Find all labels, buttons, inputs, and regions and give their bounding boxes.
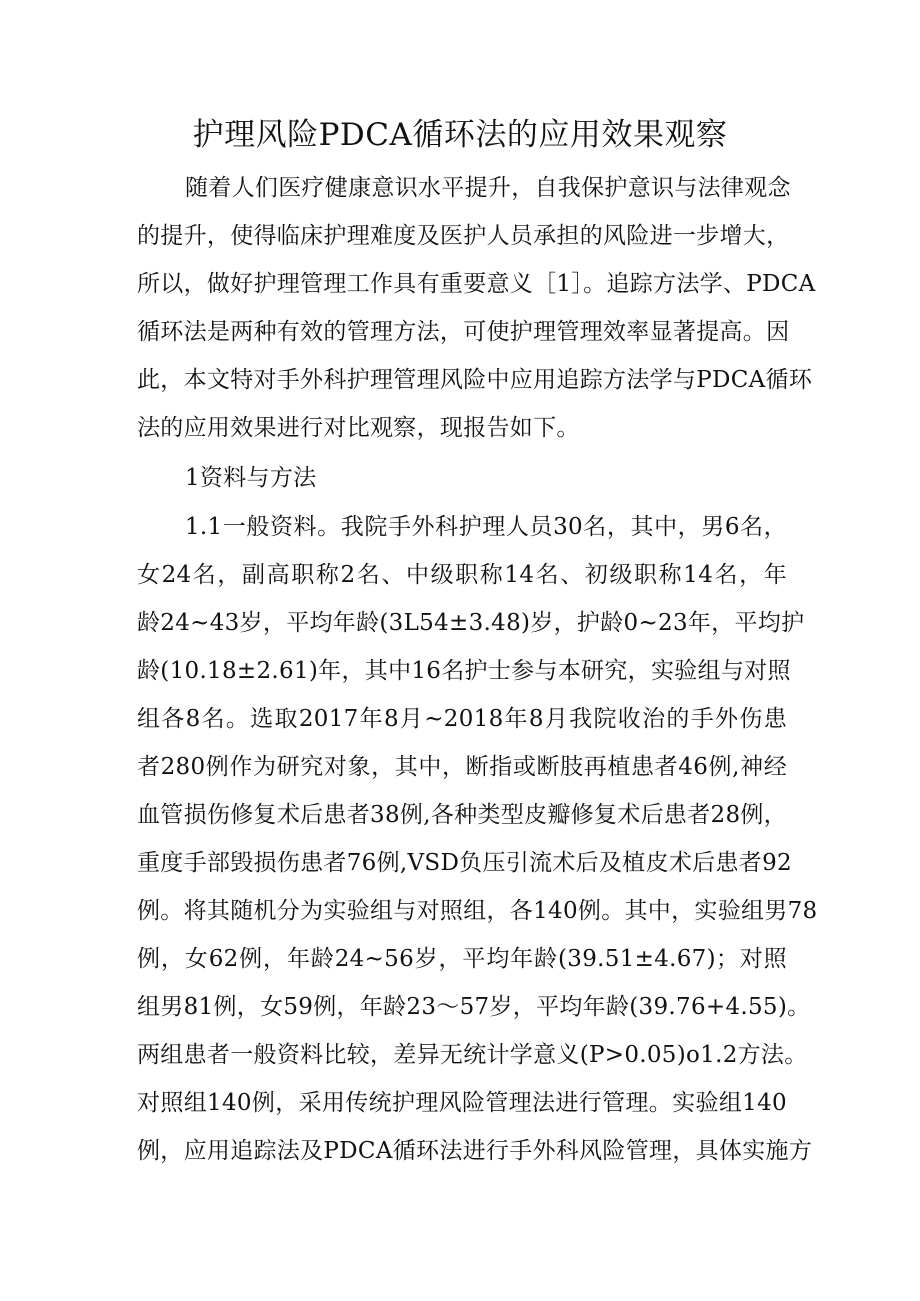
paragraph-line: 重度手部毁损伤患者76例,VSD负压引流术后及植皮术后患者92 [137,850,792,876]
paragraph-line: 者280例作为研究对象，其中，断指或断肢再植患者46例,神经 [137,754,787,780]
paragraph-line: 例，应用追踪法及PDCA循环法进行手外科风险管理，具体实施方 [137,1138,813,1164]
document-title: 护理风险PDCA循环法的应用效果观察 [192,117,728,153]
paragraph-line: 组各8名。选取2017年8月~2018年8月我院收治的手外伤患 [137,706,787,732]
paragraph-line: 龄24~43岁，平均年龄(3L54±3.48)岁，护龄0~23年，平均护 [137,610,805,636]
paragraph-line: 例。将其随机分为实验组与对照组，各140例。其中，实验组男78 [137,898,818,924]
section-heading: 1资料与方法 [185,465,317,491]
paragraph-line: 所以，做好护理管理工作具有重要意义［1］。追踪方法学、PDCA [137,271,816,297]
paragraph-line: 循环法是两种有效的管理方法，可使护理管理效率显著提高。因 [137,319,790,345]
paragraph-line: 对照组140例，采用传统护理风险管理法进行管理。实验组140 [137,1090,787,1116]
paragraph-line: 此，本文特对手外科护理管理风险中应用追踪方法学与PDCA循环 [137,367,813,393]
paragraph-line: 血管损伤修复术后患者38例,各种类型皮瓣修复术后患者28例， [137,802,787,828]
paragraph-line: 法的应用效果进行对比观察，现报告如下。 [137,415,580,441]
paragraph-line: 两组患者一般资料比较，差异无统计学意义(P>0.05)o1.2方法。 [137,1042,808,1068]
paragraph-line: 女24名，副高职称2名、中级职称14名、初级职称14名，年 [137,562,787,588]
paragraph-line: 组男81例，女59例，年龄23～57岁，平均年龄(39.76+4.55)。 [137,994,811,1020]
paragraph-line: 随着人们医疗健康意识水平提升，自我保护意识与法律观念 [185,175,791,201]
paragraph-line: 1.1一般资料。我院手外科护理人员30名，其中，男6名， [185,514,787,540]
paragraph-line: 例，女62例，年龄24~56岁，平均年龄(39.51±4.67)；对照 [137,946,787,972]
paragraph-line: 的提升，使得临床护理难度及医护人员承担的风险进一步增大， [137,223,790,249]
paragraph-line: 龄(10.18±2.61)年，其中16名护士参与本研究，实验组与对照 [137,658,791,684]
